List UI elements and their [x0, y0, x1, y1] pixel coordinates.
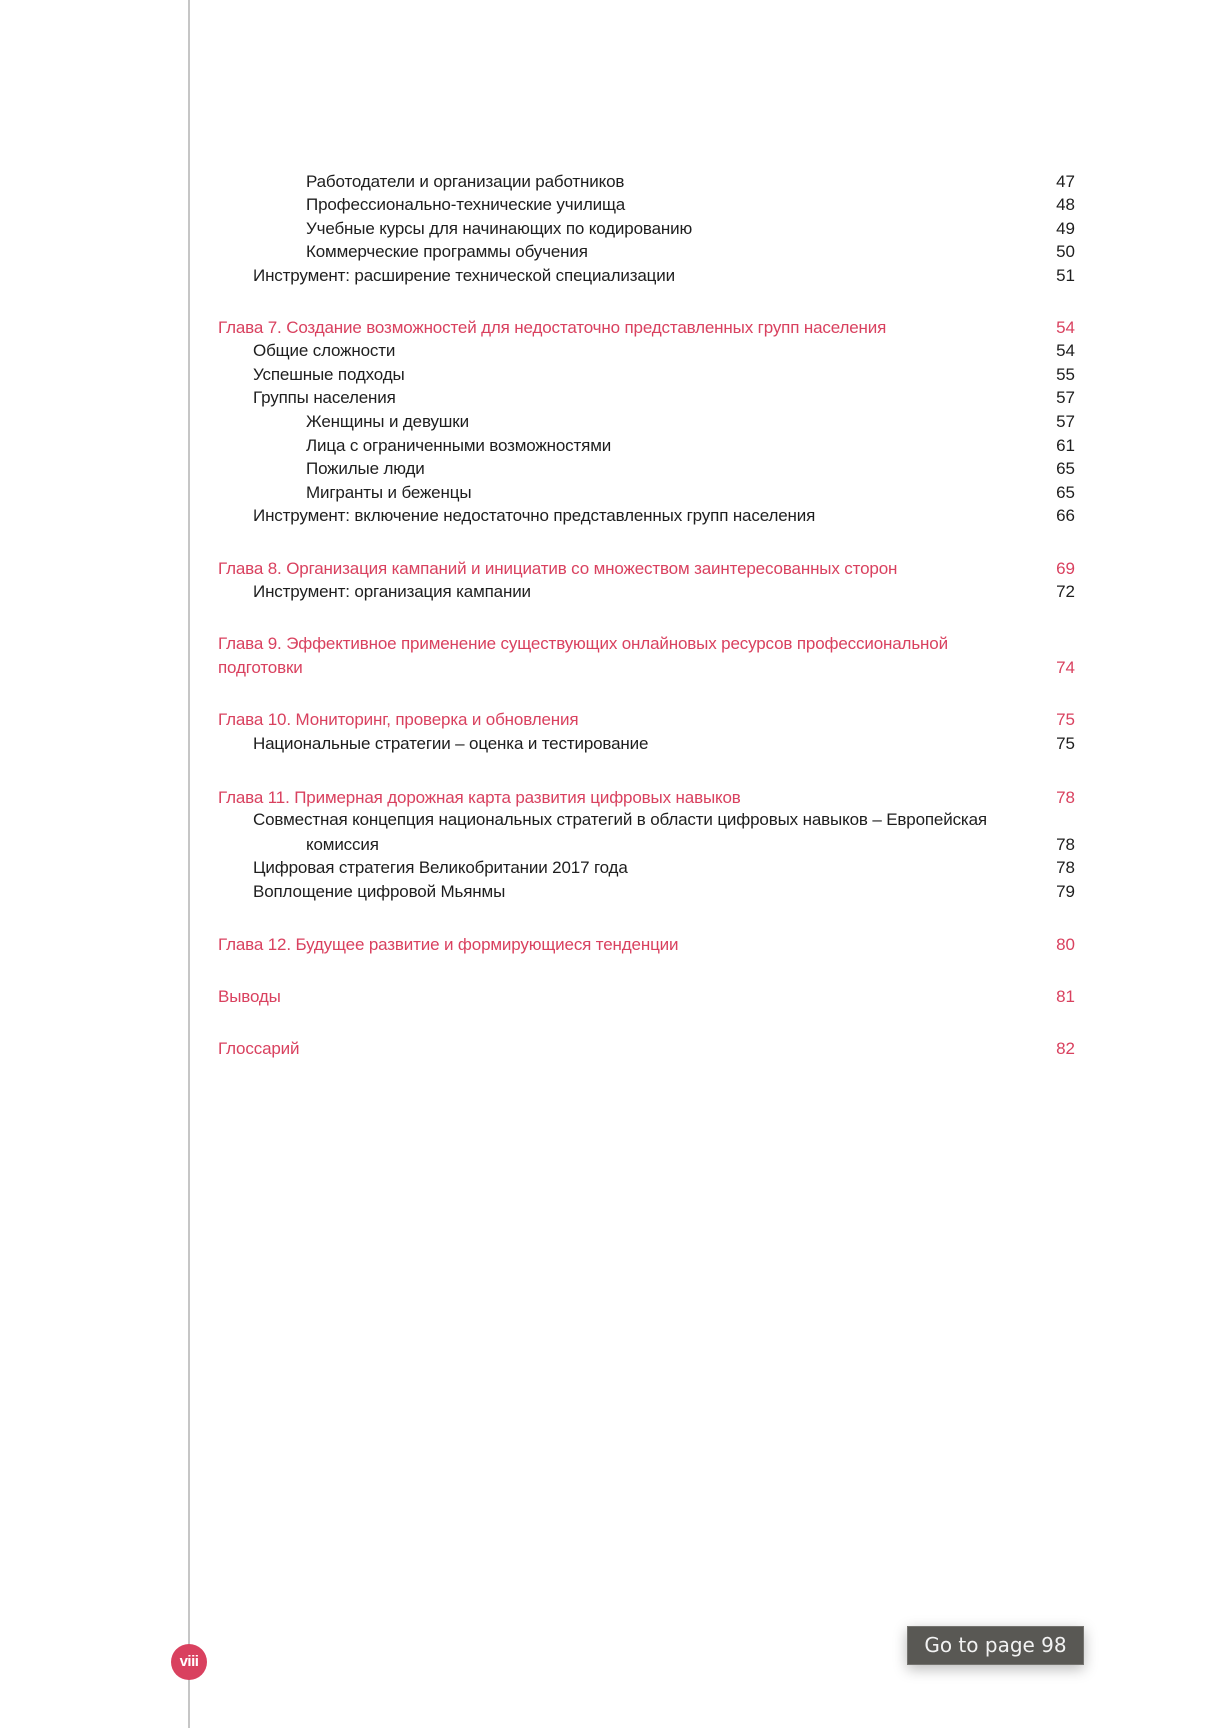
- toc-chapter-page[interactable]: 54: [1056, 318, 1075, 337]
- toc-chapter-page[interactable]: 80: [1056, 935, 1075, 954]
- toc-entry-page[interactable]: 72: [1056, 582, 1075, 601]
- toc-chapter-title[interactable]: Глава 11. Примерная дорожная карта развития цифровых навыков: [218, 788, 741, 807]
- toc-entry-title[interactable]: Мигранты и беженцы: [306, 483, 472, 502]
- toc-entry[interactable]: [0, 808, 1222, 832]
- toc-chapter-page[interactable]: 78: [1056, 788, 1075, 807]
- toc-entry-page[interactable]: 65: [1056, 483, 1075, 502]
- toc-entry-title[interactable]: Учебные курсы для начинающих по кодированию: [306, 219, 693, 238]
- toc-entry[interactable]: [0, 580, 1222, 604]
- toc-entry-title[interactable]: Общие сложности: [253, 341, 396, 360]
- toc-chapter-title[interactable]: Глава 12. Будущее развитие и формирующиеся тенденции: [218, 935, 679, 954]
- toc-entry[interactable]: [0, 217, 1222, 241]
- toc-entry[interactable]: [0, 481, 1222, 505]
- toc-chapter-page[interactable]: 75: [1056, 710, 1075, 729]
- toc-entry-title[interactable]: Пожилые люди: [306, 459, 425, 478]
- toc-entry[interactable]: [0, 363, 1222, 387]
- toc-chapter-9[interactable]: [0, 632, 1222, 656]
- toc-chapter-title-continued[interactable]: подготовки: [218, 658, 303, 677]
- toc-entry[interactable]: [0, 732, 1222, 756]
- toc-chapter-12[interactable]: [0, 933, 1222, 957]
- toc-chapter-title[interactable]: Глава 8. Организация кампаний и инициатив со множеством заинтересованных сторон: [218, 559, 898, 578]
- toc-entry-title[interactable]: Профессионально-технические училища: [306, 195, 626, 214]
- go-to-page-tooltip[interactable]: Go to page 98: [907, 1626, 1084, 1665]
- toc-entry-title[interactable]: Работодатели и организации работников: [306, 172, 625, 191]
- toc-chapter-title[interactable]: Глава 7. Создание возможностей для недостаточно представленных групп населения: [218, 318, 887, 337]
- toc-entry-page[interactable]: 49: [1056, 219, 1075, 238]
- toc-entry[interactable]: [0, 170, 1222, 194]
- toc-chapter-8[interactable]: [0, 557, 1222, 581]
- toc-chapter-9-continued[interactable]: [0, 656, 1222, 680]
- toc-entry-page[interactable]: 47: [1056, 172, 1075, 191]
- toc-entry[interactable]: [0, 386, 1222, 410]
- toc-entry-page[interactable]: 50: [1056, 242, 1075, 261]
- toc-chapter-10[interactable]: [0, 708, 1222, 732]
- toc-entry-title[interactable]: Национальные стратегии – оценка и тестирование: [253, 734, 649, 753]
- toc-chapter-page[interactable]: 74: [1056, 658, 1075, 677]
- toc-entry-page[interactable]: 55: [1056, 365, 1075, 384]
- toc-entry-title[interactable]: Коммерческие программы обучения: [306, 242, 588, 261]
- toc-entry-page[interactable]: 54: [1056, 341, 1075, 360]
- toc-chapter-page[interactable]: 81: [1056, 987, 1075, 1006]
- toc-entry-page[interactable]: 61: [1056, 436, 1075, 455]
- toc-entry-page[interactable]: 78: [1056, 835, 1075, 854]
- toc-chapter-title[interactable]: Глоссарий: [218, 1039, 300, 1058]
- toc-entry-page[interactable]: 48: [1056, 195, 1075, 214]
- toc-entry-title[interactable]: Группы населения: [253, 388, 396, 407]
- toc-chapter-title[interactable]: Выводы: [218, 987, 281, 1006]
- toc-entry-title[interactable]: Инструмент: расширение технической специализации: [253, 266, 675, 285]
- toc-entry[interactable]: [0, 339, 1222, 363]
- toc-entry[interactable]: [0, 193, 1222, 217]
- toc-entry[interactable]: [0, 240, 1222, 264]
- toc-entry[interactable]: [0, 410, 1222, 434]
- toc-chapter-11[interactable]: [0, 786, 1222, 810]
- toc-entry-title[interactable]: Воплощение цифровой Мьянмы: [253, 882, 506, 901]
- toc-entry-page[interactable]: 66: [1056, 506, 1075, 525]
- toc-entry[interactable]: [0, 264, 1222, 288]
- toc-chapter-title[interactable]: Глава 10. Мониторинг, проверка и обновления: [218, 710, 579, 729]
- toc-entry-page[interactable]: 57: [1056, 388, 1075, 407]
- toc-entry-page[interactable]: 79: [1056, 882, 1075, 901]
- toc-entry-title[interactable]: Женщины и девушки: [306, 412, 469, 431]
- toc-entry-title[interactable]: Успешные подходы: [253, 365, 405, 384]
- toc-entry-page[interactable]: 75: [1056, 734, 1075, 753]
- toc-chapter-title[interactable]: Глава 9. Эффективное применение существующих онлайновых ресурсов профессиональной: [218, 634, 948, 653]
- toc-entry-page[interactable]: 51: [1056, 266, 1075, 285]
- toc-chapter-7[interactable]: [0, 316, 1222, 340]
- toc-entry-page[interactable]: 57: [1056, 412, 1075, 431]
- toc-entry[interactable]: [0, 880, 1222, 904]
- toc-entry-title[interactable]: Лица с ограниченными возможностями: [306, 436, 612, 455]
- toc-chapter-page[interactable]: 69: [1056, 559, 1075, 578]
- toc-entry[interactable]: [0, 856, 1222, 880]
- toc-entry-title[interactable]: Инструмент: включение недостаточно представленных групп населения: [253, 506, 816, 525]
- toc-entry-title[interactable]: Цифровая стратегия Великобритании 2017 года: [253, 858, 628, 877]
- page-number-badge: viii: [171, 1644, 207, 1680]
- toc-conclusions[interactable]: [0, 985, 1222, 1009]
- toc-entry-continued[interactable]: [0, 833, 1222, 857]
- toc-entry-title[interactable]: Инструмент: организация кампании: [253, 582, 531, 601]
- toc-entry-title-continued[interactable]: комиссия: [306, 835, 379, 854]
- toc-entry[interactable]: [0, 457, 1222, 481]
- toc-chapter-page[interactable]: 82: [1056, 1039, 1075, 1058]
- toc-glossary[interactable]: [0, 1037, 1222, 1061]
- toc-entry-page[interactable]: 78: [1056, 858, 1075, 877]
- toc-entry[interactable]: [0, 434, 1222, 458]
- toc-entry-page[interactable]: 65: [1056, 459, 1075, 478]
- toc-entry[interactable]: [0, 504, 1222, 528]
- toc-entry-title[interactable]: Совместная концепция национальных стратегий в области цифровых навыков – Европейская: [253, 810, 987, 829]
